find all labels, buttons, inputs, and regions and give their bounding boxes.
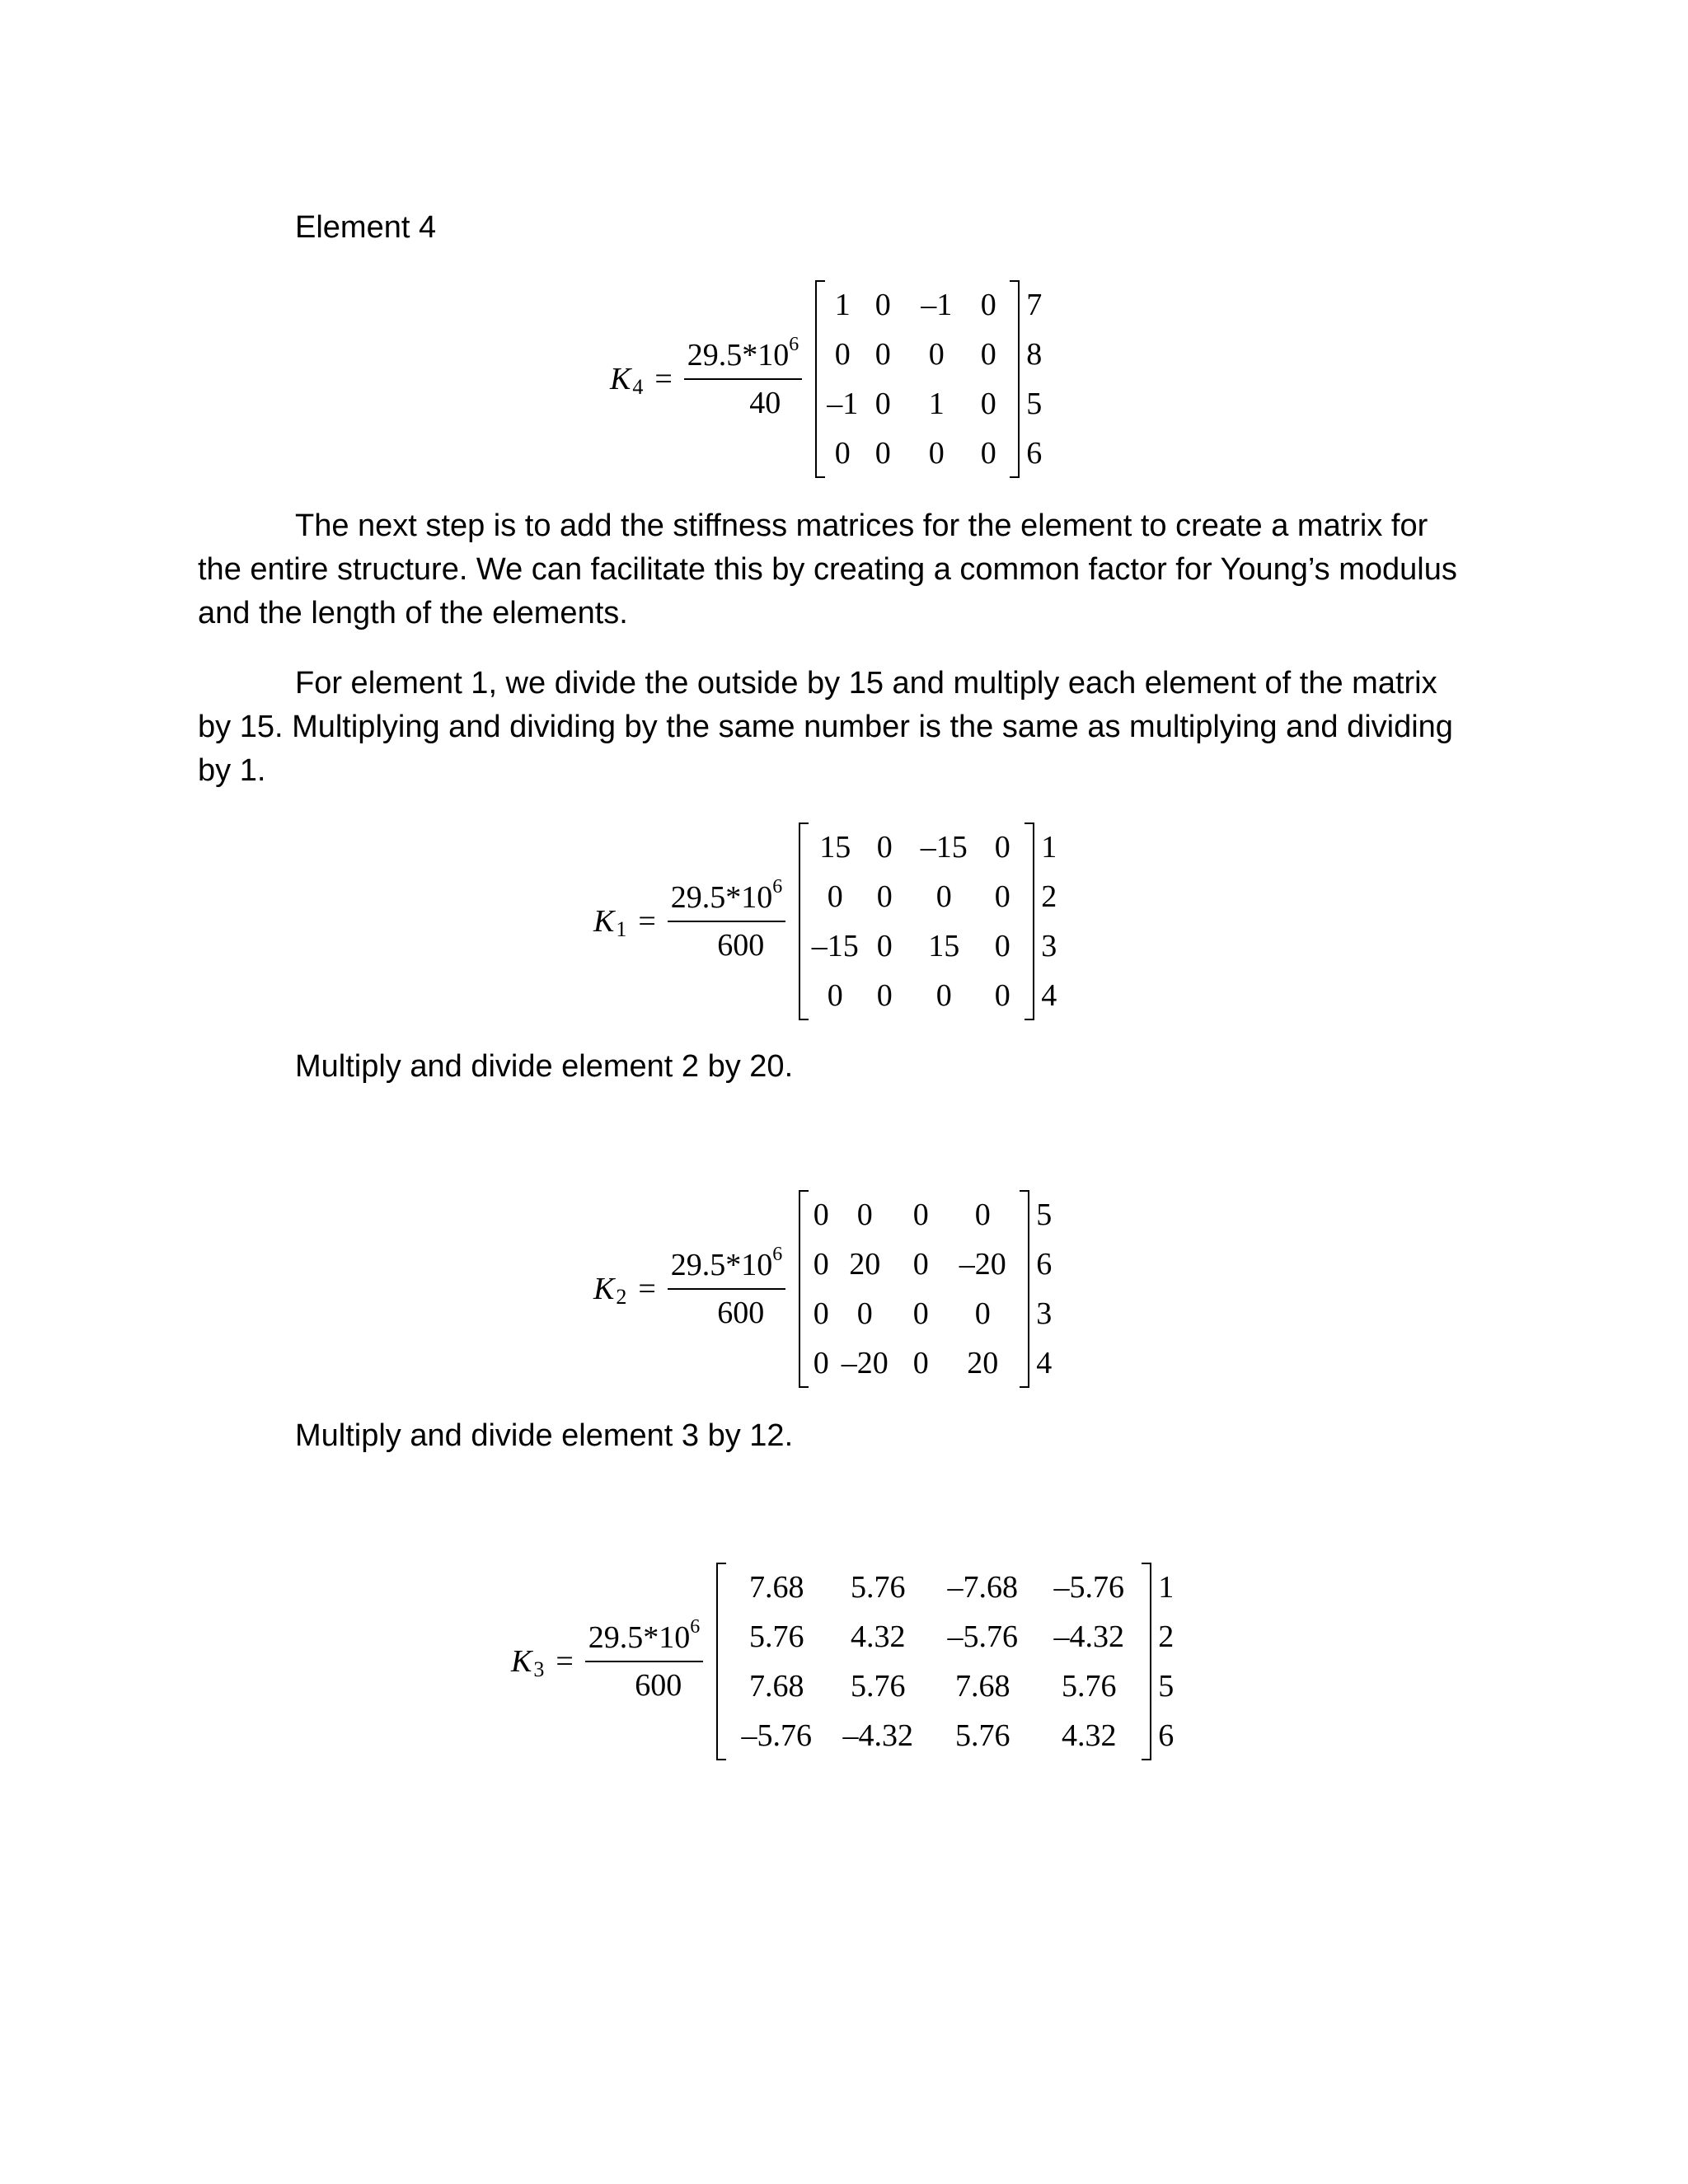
element-4-heading: Element 4 (295, 210, 437, 245)
equation-k4 (610, 280, 1042, 478)
matrix-cell: 0 (980, 436, 996, 471)
matrix-cell: 0 (874, 436, 891, 471)
matrix-row (809, 872, 1025, 921)
dof-label: 2 (1041, 879, 1057, 914)
matrix-cell: 0 (834, 436, 851, 471)
matrix-cell: 15 (928, 929, 960, 963)
matrix-cell: –15 (811, 929, 859, 963)
matrix-cell: –1 (921, 288, 953, 322)
matrix-cell: 0 (994, 978, 1010, 1013)
matrix-cell: 0 (994, 879, 1010, 914)
matrix-row (809, 1338, 1020, 1388)
matrix-cell: –20 (959, 1247, 1006, 1282)
matrix-cell: –5.76 (741, 1718, 813, 1753)
matrix-cell: 0 (912, 1346, 929, 1380)
paragraph-element-2: Multiply and divide element 2 by 20. (295, 1049, 794, 1084)
matrix-cell: 0 (980, 337, 996, 372)
matrix-cell: 1 (928, 387, 945, 421)
matrix-cell: 0 (980, 387, 996, 421)
matrix-cell: –4.32 (842, 1718, 914, 1753)
k3-matrix (716, 1563, 1151, 1760)
dof-label: 1 (1041, 830, 1057, 865)
matrix-cell: –1 (827, 387, 859, 421)
matrix-cell: –7.68 (947, 1570, 1019, 1605)
matrix-row (825, 429, 1010, 478)
matrix-cell: 0 (974, 1296, 991, 1331)
k3-dof-labels (1158, 1563, 1174, 1760)
matrix-cell: 0 (813, 1247, 829, 1282)
equals-sign: = (638, 904, 656, 939)
equation-k2 (593, 1190, 1052, 1388)
matrix-cell: 0 (980, 288, 996, 322)
k4-label: K $_4$ (610, 362, 644, 399)
k4-matrix (815, 280, 1020, 478)
dof-label: 3 (1036, 1296, 1053, 1331)
matrix-cell: 0 (827, 978, 843, 1013)
matrix-cell: 0 (912, 1296, 929, 1331)
matrix-cell: 0 (935, 879, 952, 914)
matrix-cell: 0 (876, 879, 893, 914)
matrix-cell: 1 (834, 288, 851, 322)
matrix-cell: 0 (876, 978, 893, 1013)
k1-matrix (799, 823, 1034, 1020)
matrix-cell: 0 (813, 1197, 829, 1232)
matrix-cell: 5.76 (851, 1570, 906, 1605)
dof-label: 7 (1026, 288, 1043, 322)
matrix-cell: 5.76 (1062, 1669, 1117, 1704)
matrix-cell: 0 (928, 337, 945, 372)
matrix-row (825, 330, 1010, 379)
matrix-cell: 0 (994, 830, 1010, 865)
matrix-row (726, 1612, 1142, 1661)
matrix-cell: 0 (876, 830, 893, 865)
k2-dof-labels (1036, 1190, 1052, 1388)
matrix-cell: 0 (813, 1346, 829, 1380)
matrix-cell: 5.76 (851, 1669, 906, 1704)
dof-label: 6 (1026, 436, 1043, 471)
matrix-cell: 5.76 (955, 1718, 1010, 1753)
paragraph-element-1: For element 1, we divide the outside by 15 and multiply each element of the matrix by 15. Multiplying and dividing by the same number is the same as multiplying and dividing by 1. (198, 666, 1453, 788)
k4-factor: $\frac{29.5*10^6}{40}$ (684, 337, 803, 421)
matrix-cell: 0 (994, 929, 1010, 963)
dof-label: 1 (1158, 1570, 1175, 1605)
dof-label: 6 (1158, 1718, 1175, 1753)
k1-factor: $\frac{29.5*10^6}{600}$ (668, 879, 786, 963)
matrix-cell: –5.76 (1053, 1570, 1125, 1605)
k2-label: K $_2$ (593, 1272, 627, 1309)
matrix-cell: –4.32 (1053, 1619, 1125, 1654)
matrix-row (726, 1563, 1142, 1612)
matrix-cell: 20 (849, 1247, 881, 1282)
matrix-cell: –5.76 (947, 1619, 1019, 1654)
matrix-cell: 4.32 (851, 1619, 906, 1654)
matrix-row (809, 1240, 1020, 1289)
matrix-row (809, 823, 1025, 872)
k3-label: K $_3$ (511, 1644, 545, 1681)
dof-label: 8 (1026, 337, 1043, 372)
matrix-cell: 0 (928, 436, 945, 471)
matrix-cell: 7.68 (749, 1669, 804, 1704)
matrix-row (825, 379, 1010, 429)
matrix-cell: –20 (841, 1346, 889, 1380)
matrix-cell: 0 (856, 1296, 873, 1331)
matrix-row (809, 971, 1025, 1020)
dof-label: 5 (1026, 387, 1043, 421)
paragraph-assemble-stiffness: The next step is to add the stiffness matrices for the element to create a matrix for the entire structure. We can facilitate this by creating a common factor for Young’s modulus and the length of the elements. (198, 509, 1457, 630)
equation-k1 (593, 823, 1057, 1020)
matrix-cell: 0 (912, 1197, 929, 1232)
matrix-cell: –15 (920, 830, 968, 865)
k3-factor: $\frac{29.5*10^6}{600}$ (585, 1619, 704, 1704)
equation-k3 (511, 1563, 1174, 1760)
matrix-cell: 0 (874, 337, 891, 372)
dof-label: 6 (1036, 1247, 1053, 1282)
k2-factor: $\frac{29.5*10^6}{600}$ (668, 1247, 786, 1331)
matrix-cell: 0 (856, 1197, 873, 1232)
matrix-cell: 7.68 (955, 1669, 1010, 1704)
dof-label: 3 (1041, 929, 1057, 963)
matrix-cell: 0 (827, 879, 843, 914)
matrix-cell: 0 (874, 387, 891, 421)
matrix-cell: 0 (813, 1296, 829, 1331)
equals-sign: = (654, 362, 673, 396)
equals-sign: = (556, 1644, 574, 1679)
k2-matrix (799, 1190, 1029, 1388)
dof-label: 2 (1158, 1619, 1175, 1654)
k1-dof-labels (1041, 823, 1057, 1020)
matrix-row (726, 1661, 1142, 1711)
equals-sign: = (638, 1272, 656, 1306)
matrix-row (809, 1190, 1020, 1240)
matrix-cell: 20 (967, 1346, 999, 1380)
dof-label: 4 (1036, 1346, 1053, 1380)
k4-dof-labels (1026, 280, 1042, 478)
dof-label: 5 (1158, 1669, 1175, 1704)
matrix-cell: 0 (912, 1247, 929, 1282)
matrix-row (825, 280, 1010, 330)
matrix-cell: 0 (974, 1197, 991, 1232)
matrix-row (809, 921, 1025, 971)
matrix-cell: 15 (819, 830, 851, 865)
matrix-cell: 0 (874, 288, 891, 322)
matrix-row (726, 1711, 1142, 1760)
dof-label: 5 (1036, 1197, 1053, 1232)
matrix-cell: 0 (876, 929, 893, 963)
k1-label: K $_1$ (593, 904, 627, 941)
matrix-cell: 5.76 (749, 1619, 804, 1654)
matrix-cell: 0 (834, 337, 851, 372)
matrix-cell: 0 (935, 978, 952, 1013)
paragraph-element-3: Multiply and divide element 3 by 12. (295, 1418, 794, 1453)
matrix-cell: 4.32 (1062, 1718, 1117, 1753)
matrix-row (809, 1289, 1020, 1338)
dof-label: 4 (1041, 978, 1057, 1013)
matrix-cell: 7.68 (749, 1570, 804, 1605)
